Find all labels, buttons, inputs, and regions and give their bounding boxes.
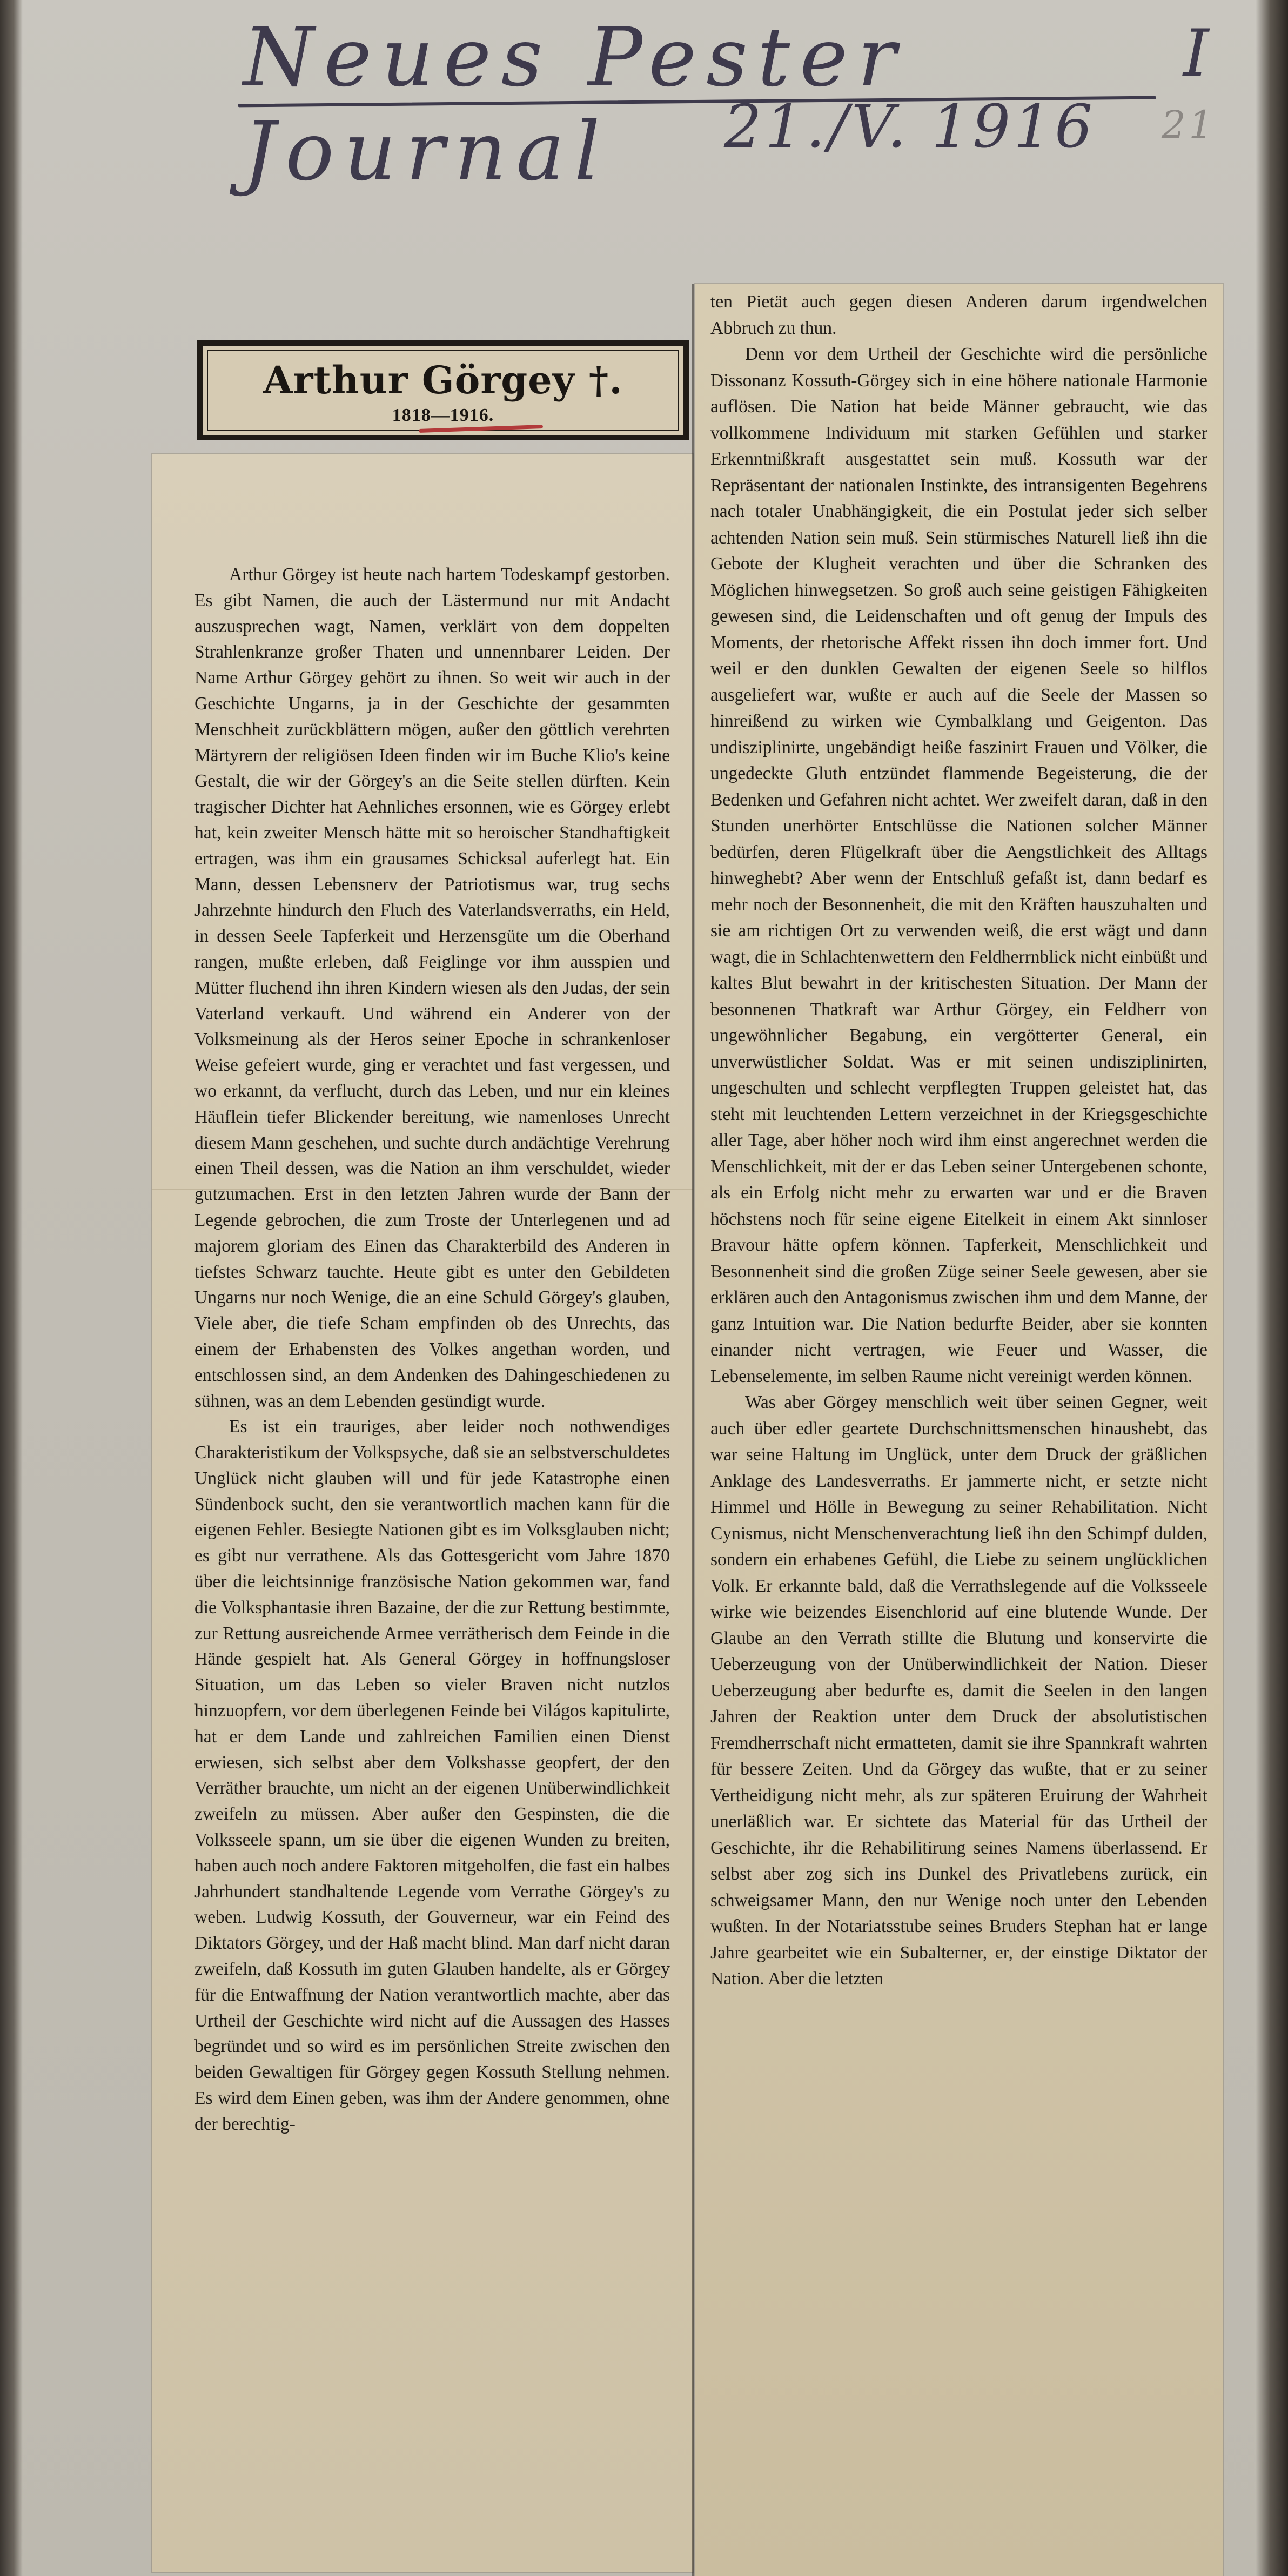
article-paragraph: Was aber Görgey menschlich weit über seinen Gegner, weit auch über edler geartete Durchschnittsmenschen hinaushebt, das war seine Haltung im Unglück, unter dem Druck der gräßlichen Anklage des Landesverraths. Er jammerte nicht, er setzte nicht Himmel und Hölle in Bewegung zu seiner Rehabilitation. Nicht Cynismus, nicht Menschenverachtung ließ ihn den Schimpf dulden, sondern ein erhabenes Gefühl, die Liebe zu seinem unglücklichen Volk. Er erkannte bald, daß die Verrathslegende auf die Volksseele wirke wie beizendes Eisenchlorid auf eine blutende Wunde. Der Glaube an den Verrath stillte die Blutung und konservirte die Ueberzeugung von der Unüberwindlichkeit der Nation. Dieser Ueberzeugung aber bedurfte es, damit die Seelen in den langen Jahren der Reaktion unter dem Druck der absolutistischen Fremdherrschaft nicht ermatteten, damit sie ihre Spannkraft wahrten für bessere Zeiten. Und da Görgey das wußte, that er zu seiner Vertheidigung nicht mehr, als zur späteren Eruirung der Wahrheit unerläßlich war. Er sichtete das Material für das Urtheil der Geschichte, ihr die Rehabilitirung seines Namens überlassend. Er selbst aber zog sich ins Dunkel des Privatlebens zurück, ein schweigsamer Mann, den nur Wenige noch unter den Lebenden wußten. In der Notariatsstube seines Bruders Stephan hat er lange Jahre gearbeitet wie ein Subalterner, er, der einstige Diktator der Nation. Aber die letzten	[710, 1392, 1208, 1989]
article-years: 1818—1916.	[392, 405, 494, 425]
handwritten-folio-number: I	[1183, 16, 1212, 91]
handwritten-date: 21./V. 1916	[724, 92, 1096, 161]
scan-edge-right	[1256, 0, 1288, 2576]
article-right-column	[710, 289, 1208, 1993]
handwritten-newspaper-name: Neues Pester Journal	[243, 11, 906, 199]
archive-mark: 21	[1162, 103, 1217, 147]
article-title: Arthur Görgey †.	[263, 358, 623, 403]
article-paragraph: Arthur Görgey ist heute nach hartem Todeskampf gestorben. Es gibt Namen, die auch der Lästermund nur mit Andacht auszusprechen wagt, Namen, verklärt von dem doppelten Strahlenkranze großer Thaten und unnennbarer Leiden. Der Name Arthur Görgey gehört zu ihnen. So weit wir auch in der Geschichte Ungarns, ja in der Geschichte der gesammten Menschheit zurückblättern mögen, außer den göttlich verehrten Märtyrern der religiösen Ideen finden wir im Buche Klio's keine Gestalt, die wir der Görgey's an die Seite stellen dürften. Kein tragischer Dichter hat Aehnliches ersonnen, wie es Görgey erlebt hat, kein zweiter Mensch hätte mit so heroischer Standhaftigkeit ertragen, was ihm ein grausames Schicksal auferlegt hat. Ein Mann, dessen Lebensnerv der Patriotismus war, trug sechs Jahrzehnte hindurch den Fluch des Vaterlandsverraths, ein Held, in dessen Seele Tapferkeit und Herzensgüte um die Oberhand rangen, mußte erleben, daß Feiglinge vor ihm ausspien und Mütter fluchend ihn ihren Kindern wiesen als den Judas, der sein Vaterland verkauft. Und während ein Anderer von der Volksmeinung als der Heros seiner Epoche in schrankenloser Weise gefeiert wurde, ging er verachtet und fast vergessen, und wo erkannt, da verflucht, durch das Leben, und nur ein kleines Häuflein tiefer Blickender bereitung, wie namenloses Unrecht diesem Mann geschehen, und suchte durch andächtige Verehrung einen Theil dessen, was die Nation an ihm verschuldet, wieder gutzumachen. Erst in den letzten Jahren wurde der Bann der Legende gebrochen, die zum Troste der Unterlegenen und ad majorem gloriam des Einen das Charakterbild des Anderen in tiefstes Schwarz tauchte. Heute gibt es unter den Gebildeten Ungarns nur noch Wenige, die an eine Schuld Görgey's glauben, Viele aber, die tiefe Scham empfinden ob des Unrechts, das einem der Erhabensten des Volkes angethan worden, und entschlossen sind, an dem Andenken des Dahingeschiedenen zu sühnen, was an dem Lebenden gesündigt wurde.	[194, 565, 670, 1411]
article-left-column	[194, 562, 670, 2137]
article-paragraph: ten Pietät auch gegen diesen Anderen darum irgendwelchen Abbruch zu thun.	[710, 292, 1208, 338]
article-paragraph: Es ist ein trauriges, aber leider noch nothwendiges Charakteristikum der Volkspsyche, daß sie an selbstverschuldetes Unglück nicht glauben will und für jede Katastrophe einen Sündenbock sucht, den sie verantwortlich machen kann für die eigenen Fehler. Besiegte Nationen gibt es im Volksglauben nicht; es gibt nur verrathene. Als das Gottesgericht vom Jahre 1870 über die leichtsinnige französische Nation gekommen war, fand die Volksphantasie ihren Bazaine, der die zur Rettung bestimmte, zur Rettung ausreichende Armee verrätherisch dem Feinde in die Hände gespielt hat. Als General Görgey in hoffnungsloser Situation, um das Leben so vieler Braven nicht nutzlos hinzuopfern, vor dem überlegenen Feinde bei Világos kapitulirte, hat er dem Lande und zahlreichen Familien einen Dienst erwiesen, sich selbst aber dem Volkshasse geopfert, der den Verräther brauchte, um nicht an der eigenen Unüberwindlichkeit zweifeln zu müssen. Aber außer den Gespinsten, die die Volksseele spann, um sie über die eigenen Wunden zu breiten, haben auch noch andere Faktoren mitgeholfen, die fast ein halbes Jahrhundert standhaltende Legende vom Verrathe Görgey's zu weben. Ludwig Kossuth, der Gouverneur, war ein Feind des Diktators Görgey, und der Haß macht blind. Man darf nicht daran zweifeln, daß Kossuth im guten Glauben handelte, als er Görgey für die Entwaffnung der Nation verantwortlich machte, aber das Urtheil der Geschichte wird nicht auf die Aussagen des Hasses begründet und so wird es im persönlichen Streite zwischen den beiden Gewaltigen für Görgey gegen Kossuth Stellung nehmen. Es wird dem Einen geben, was ihm der Andere genommen, ohne der berechtig-	[194, 1417, 670, 2134]
article-header-box	[197, 340, 689, 440]
scan-edge-left	[0, 0, 23, 2576]
article-paragraph: Denn vor dem Urtheil der Geschichte wird die persönliche Dissonanz Kossuth-Görgey sich in eine höhere nationale Harmonie auflösen. Die Nation hat beide Männer gebraucht, wie das vollkommene Individuum mit starken Gefühlen und starker Erkenntnißkraft ausgestattet sein muß. Kossuth war der Repräsentant der nationalen Instinkte, des intransigenten Begehrens nach totaler Unabhängigkeit, die ein Postulat jeder sich selber achtenden Nation sein muß. Sein stürmisches Naturell ließ ihn die Gebote der Klugheit verachten und über die Schranken des Möglichen hinwegsetzen. So groß auch seine geistigen Fähigkeiten gewesen sind, die Leidenschaften und oft genug der Impuls des Moments, der rhetorische Affekt rissen ihn doch immer fort. Und weil er den dunklen Gewalten der eigenen Seele so hilflos ausgeliefert war, wußte er auch auf die Seele der Massen so hinreißend zu wirken wie Cymbalklang und Geigenton. Das undisziplinirte, ungebändigt heiße faszinirt Frauen und Völker, die ungedeckte Gluth entzündet flammende Begeisterung, die der Bedenken und Gefahren nicht achtet. Wer zweifelt daran, daß in den Stunden unerhörter Entschlüsse die Nationen solcher Männer bedürfen, deren Flügelkraft über die Aengstlichkeit des Alltags hinweghebt? Aber wenn der Entschluß gefaßt ist, dann bedarf es mehr noch der Besonnenheit, die mit den Kräften hauszuhalten und sie am richtigen Ort zu verwenden weiß, die erst wägt und dann wagt, die in Schlachtenwettern den Feldherrnblick nicht einbüßt und kaltes Blut bewahrt in der kritischesten Situation. Der Mann der besonnenen Thatkraft war Arthur Görgey, ein Feldherr von ungewöhnlicher Begabung, ein vergötterter General, ein unverwüstlicher Soldat. Was er mit seinen undisziplinirten, ungeschulten und schlecht verpflegten Truppen geleistet hat, das steht mit leuchtenden Lettern verzeichnet in der Kriegsgeschichte aller Tage, aber höher noch wird ihm einst angerechnet werden die Menschlichkeit, mit der er das Leben seiner Untergebenen schonte, als ein Erfolg nicht mehr zu erwarten war und er die Braven höchstens noch für seine eigene Eitelkeit in einem Akt sinnloser Bravour hätte opfern können. Tapferkeit, Menschlichkeit und Besonnenheit sind die großen Züge seiner Seele gewesen, aber sie erklären auch den Antagonismus zwischen ihm und dem Manne, der ganz Intuition war. Die Nation bedurfte Beider, aber sie konnten einander nicht vertragen, wie Feuer und Wasser, die Lebenselemente, im selben Raume nicht vereinigt werden können.	[710, 344, 1208, 1386]
column-divider	[692, 284, 694, 2576]
